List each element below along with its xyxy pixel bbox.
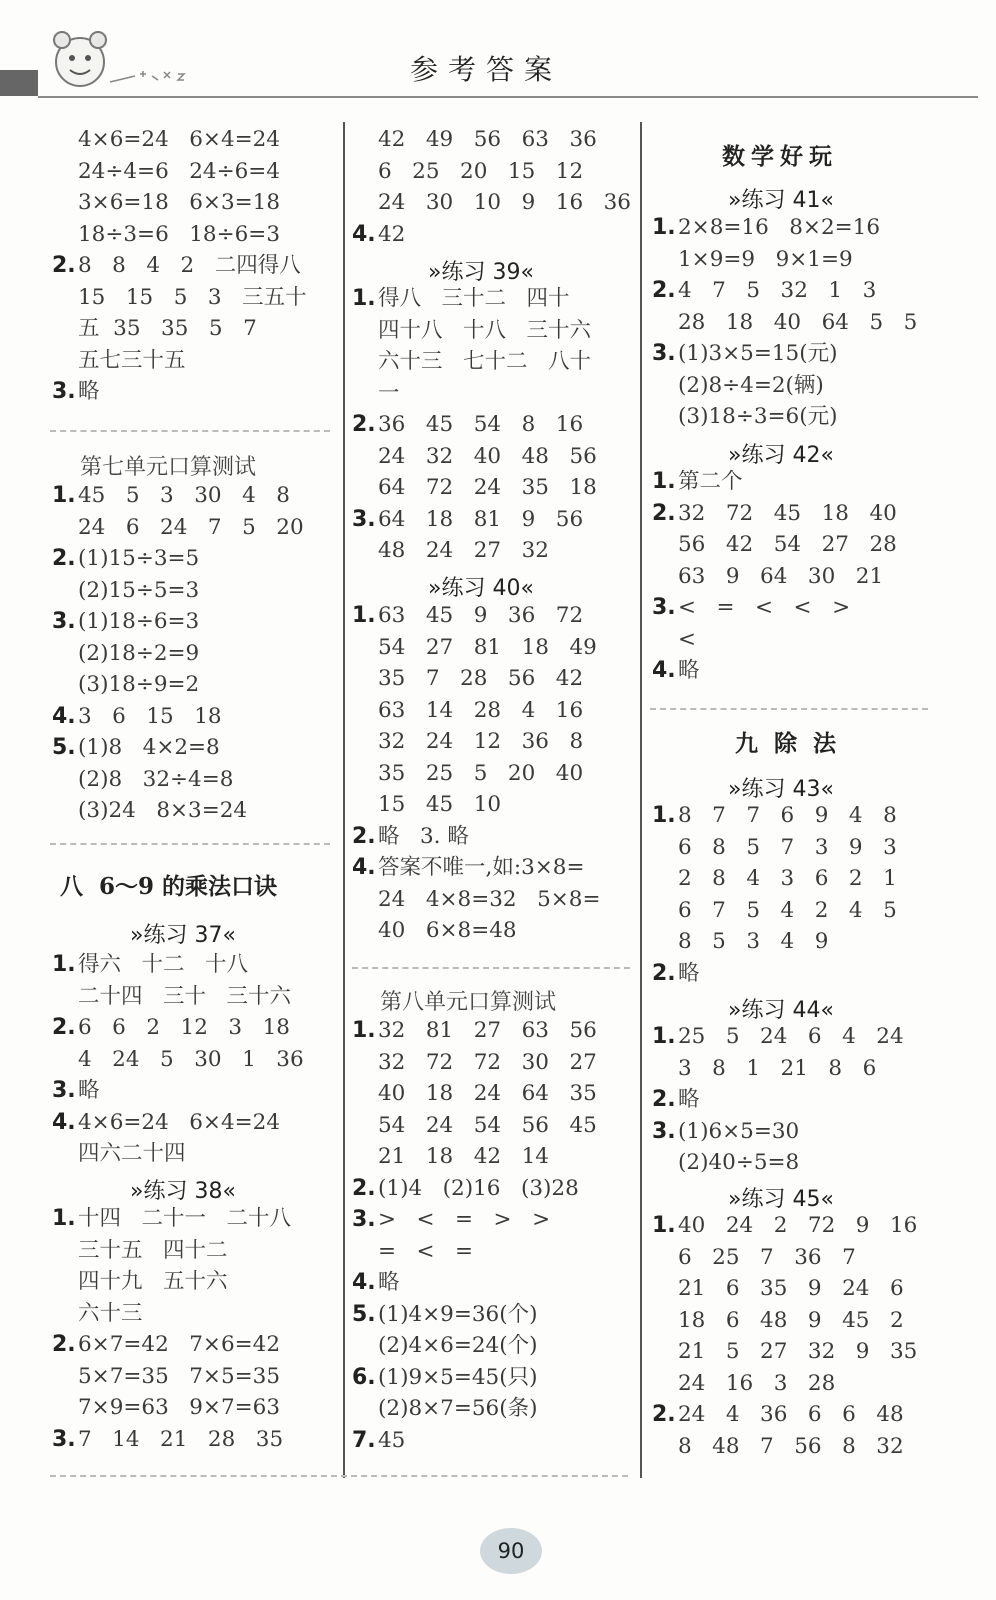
left-top-line xyxy=(52,250,301,282)
unit7-test-line xyxy=(52,795,247,827)
answer-text: 54 24 54 56 45 xyxy=(378,1112,597,1138)
exercise-39-line xyxy=(352,378,400,410)
question-number: 1. xyxy=(52,483,76,508)
exercise-41-line xyxy=(652,338,837,370)
exercise-41-line xyxy=(652,212,880,244)
exercise-40-line xyxy=(352,852,584,884)
answer-text: (1)18÷6=3 xyxy=(78,609,200,634)
answer-text: 40 24 2 72 9 16 xyxy=(678,1213,918,1238)
question-number: 4. xyxy=(52,703,76,729)
exercise-38-line xyxy=(52,1392,280,1424)
page-title: 参考答案 xyxy=(410,53,563,86)
answer-text: 4 24 5 30 1 36 xyxy=(78,1046,304,1072)
exercise-38-line xyxy=(52,1361,280,1393)
question-number: 4. xyxy=(652,658,676,683)
exercise-42-line xyxy=(652,655,700,687)
exercise-42-line xyxy=(652,561,883,593)
exercise-38-line xyxy=(52,1235,228,1267)
exercise-38-line xyxy=(52,1298,143,1330)
exercise-43-line xyxy=(652,958,700,990)
mid-top-line xyxy=(352,187,631,219)
answer-text: 四十九 五十六 xyxy=(78,1269,228,1294)
answer-text: 略 3. 略 xyxy=(378,823,469,849)
answer-text: 32 72 45 18 40 xyxy=(678,500,897,526)
exercise-38-line xyxy=(52,1203,291,1235)
exercise-38-heading: »练习 38« xyxy=(130,1179,236,1204)
answer-text: 略 xyxy=(678,960,700,986)
answer-text: 54 27 81 18 49 xyxy=(378,634,597,660)
answer-text: (1)9×5=45(只) xyxy=(378,1364,538,1390)
left-top-line xyxy=(52,219,280,251)
answer-text: < xyxy=(678,626,697,652)
answer-text: (2)18÷2=9 xyxy=(78,640,200,666)
question-number: 1. xyxy=(652,215,676,240)
answer-text: 35 25 5 20 40 xyxy=(378,760,584,786)
answer-text: 6 7 5 4 2 4 5 xyxy=(678,897,897,923)
answer-text: 得八 三十二 四十 xyxy=(378,286,570,311)
answer-text: 15 45 10 xyxy=(378,792,502,817)
exercise-39-line xyxy=(352,504,583,536)
exercise-45-line xyxy=(652,1336,917,1368)
exercise-39-line xyxy=(352,315,591,347)
question-number: 4. xyxy=(352,1270,376,1295)
exercise-39-line xyxy=(352,472,597,504)
answer-text: 4×6=24 6×4=24 xyxy=(78,127,280,152)
divider-right-1 xyxy=(650,708,928,710)
exercise-44-line xyxy=(652,1021,904,1053)
answer-text: 32 81 27 63 56 xyxy=(378,1018,597,1043)
unit8-test-line xyxy=(352,1078,597,1110)
exercise-45-line xyxy=(652,1210,917,1242)
answer-text: 42 49 56 63 36 xyxy=(378,127,597,152)
answer-text: 8 5 3 4 9 xyxy=(678,929,829,954)
unit8-test-line xyxy=(352,1141,549,1173)
exercise-39-line xyxy=(352,535,549,567)
answer-text: 24 32 40 48 56 xyxy=(378,443,597,469)
question-number: 2. xyxy=(652,278,676,303)
exercise-45-line xyxy=(652,1305,904,1337)
answer-text: 2 8 4 3 6 2 1 xyxy=(678,866,897,891)
answer-text: 32 72 72 30 27 xyxy=(378,1049,597,1075)
exercise-45-line xyxy=(652,1242,856,1274)
answer-text: 8 48 7 56 8 32 xyxy=(678,1433,904,1459)
answer-text: 六十三 七十二 八十 xyxy=(378,349,592,374)
answer-text: 8 7 7 6 9 4 8 xyxy=(678,803,897,828)
question-number: 3. xyxy=(652,1118,676,1144)
unit8-test-line xyxy=(352,1047,597,1079)
page-number: 90 xyxy=(480,1528,542,1574)
exercise-40-heading: »练习 40« xyxy=(428,576,534,601)
answer-text: 7 14 21 28 35 xyxy=(78,1426,284,1452)
header-rule xyxy=(38,96,978,98)
unit7-test-line xyxy=(52,606,199,638)
question-number: 1. xyxy=(652,1024,676,1049)
answer-text: 3×6=18 6×3=18 xyxy=(78,190,280,215)
unit8-test-title: 第八单元口算测试 xyxy=(380,990,557,1015)
exercise-44-line xyxy=(652,1084,700,1116)
divider-left-1 xyxy=(50,430,330,432)
answer-text: 21 6 35 9 24 6 xyxy=(678,1276,904,1301)
question-number: 2. xyxy=(52,1015,76,1040)
exercise-37-line xyxy=(52,1044,304,1076)
answer-text: 8 8 4 2 二四得八 xyxy=(78,253,301,278)
exercise-42-line xyxy=(652,592,850,624)
exercise-38-line xyxy=(52,1266,228,1298)
exercise-41-line xyxy=(652,275,876,307)
exercise-39-line xyxy=(352,346,591,378)
exercise-42-heading: »练习 42« xyxy=(728,443,834,468)
unit7-test-line xyxy=(52,543,199,575)
answer-text: = < = xyxy=(378,1238,474,1264)
question-number: 1. xyxy=(652,1213,676,1238)
question-number: 4. xyxy=(352,221,376,247)
exercise-40-line xyxy=(352,632,597,664)
answer-text: (1)3×5=15(元) xyxy=(678,341,838,366)
exercise-39-line xyxy=(352,283,570,315)
exercise-45-heading: »练习 45« xyxy=(728,1187,834,1212)
answer-text: 5×7=35 7×5=35 xyxy=(78,1363,280,1389)
answer-text: 二十四 三十 三十六 xyxy=(78,983,292,1009)
answer-text: 40 18 24 64 35 xyxy=(378,1081,597,1106)
unit8-test-line xyxy=(352,1015,597,1047)
exercise-40-line xyxy=(352,758,583,790)
question-number: 3. xyxy=(52,609,76,634)
question-number: 6. xyxy=(352,1364,376,1390)
answer-text: 24 4×8=32 5×8= xyxy=(378,886,601,912)
answer-text: 3 6 15 18 xyxy=(78,703,222,729)
unit7-test-line xyxy=(52,638,199,670)
answer-text: (2)4×6=24(个) xyxy=(378,1333,538,1358)
answer-text: 一 xyxy=(378,380,400,406)
exercise-41-line xyxy=(652,307,917,339)
answer-text: (1)15÷3=5 xyxy=(78,546,200,571)
exercise-41-heading: »练习 41« xyxy=(728,188,834,213)
exercise-43-line xyxy=(652,926,828,958)
question-number: 3. xyxy=(52,379,76,404)
question-number: 4. xyxy=(52,1109,76,1135)
answer-text: 7×9=63 9×7=63 xyxy=(78,1395,280,1420)
answer-text: (2)15÷5=3 xyxy=(78,577,200,603)
question-number: 1. xyxy=(652,803,676,828)
left-top-line xyxy=(52,282,307,314)
left-top-line xyxy=(52,345,186,377)
exercise-43-line xyxy=(652,832,897,864)
question-number: 4. xyxy=(352,855,376,880)
unit8-title: 八 6～9 的乘法口诀 xyxy=(60,873,278,900)
answer-text: 21 18 42 14 xyxy=(378,1144,549,1169)
unit7-test-line xyxy=(52,701,222,733)
answer-text: (1)4×9=36(个) xyxy=(378,1301,538,1327)
question-number: 3. xyxy=(352,1207,376,1232)
unit7-test-line xyxy=(52,732,220,764)
mid-top-line xyxy=(352,219,405,251)
exercise-39-heading: »练习 39« xyxy=(428,260,534,285)
answer-text: 45 5 3 30 4 8 xyxy=(78,483,290,508)
exercise-44-line xyxy=(652,1147,799,1179)
answer-text: 6×7=42 7×6=42 xyxy=(78,1332,280,1357)
answer-text: 18 6 48 9 45 2 xyxy=(678,1307,904,1333)
divider-bottom xyxy=(50,1475,628,1477)
exercise-43-line xyxy=(652,895,897,927)
exercise-43-line xyxy=(652,863,897,895)
exercise-38-line xyxy=(52,1329,280,1361)
left-top-line xyxy=(52,187,280,219)
answer-text: 略 xyxy=(78,1078,100,1103)
answer-text: < = < < > xyxy=(678,595,851,620)
exercise-44-line xyxy=(652,1053,876,1085)
left-top-line xyxy=(52,376,100,408)
exercise-42-line xyxy=(652,624,696,656)
exercise-45-line xyxy=(652,1431,904,1463)
exercise-40-line xyxy=(352,915,517,947)
question-number: 2. xyxy=(352,1175,376,1201)
exercise-38-line xyxy=(52,1424,283,1456)
answer-text: 四十八 十八 三十六 xyxy=(378,317,592,343)
answer-text: 五 35 35 5 7 xyxy=(78,316,257,341)
divider-mid-1 xyxy=(352,967,630,969)
exercise-45-line xyxy=(652,1273,904,1305)
question-number: 1. xyxy=(52,1206,76,1231)
answer-text: 略 xyxy=(378,1270,400,1295)
exercise-41-line xyxy=(652,401,837,433)
question-number: 1. xyxy=(352,603,376,628)
mid-top-line xyxy=(352,156,583,188)
question-number: 3. xyxy=(652,341,676,366)
question-number: 2. xyxy=(652,1087,676,1112)
answer-text: 64 18 81 9 56 xyxy=(378,506,584,532)
unit8-test-line xyxy=(352,1267,400,1299)
answer-text: (1)6×5=30 xyxy=(678,1118,800,1144)
exercise-40-line xyxy=(352,663,583,695)
answer-text: 45 xyxy=(378,1427,406,1453)
left-top-line xyxy=(52,124,280,156)
answer-text: 略 xyxy=(678,658,700,683)
answer-text: 40 6×8=48 xyxy=(378,918,517,943)
question-number: 7. xyxy=(352,1427,376,1453)
exercise-40-line xyxy=(352,821,469,853)
answer-text: (3)24 8×3=24 xyxy=(78,798,248,823)
exercise-40-line xyxy=(352,884,601,916)
exercise-39-line xyxy=(352,409,583,441)
answer-text: 24 4 36 6 6 48 xyxy=(678,1402,904,1427)
exercise-40-line xyxy=(352,600,583,632)
answer-text: 6 25 20 15 12 xyxy=(378,158,584,184)
question-number: 3. xyxy=(52,1426,76,1452)
answer-text: 得六 十二 十八 xyxy=(78,952,249,977)
exercise-37-line xyxy=(52,1012,290,1044)
alarm-clock-logo-icon xyxy=(40,26,220,96)
exercise-45-line xyxy=(652,1399,904,1431)
unit8-test-line xyxy=(352,1425,405,1457)
question-number: 2. xyxy=(652,960,676,986)
answer-text: 48 24 27 32 xyxy=(378,538,549,563)
answer-text: 三十五 四十二 xyxy=(78,1237,228,1263)
answer-text: 1×9=9 9×1=9 xyxy=(678,246,853,272)
divider-left-2 xyxy=(50,843,330,845)
answer-text: 28 18 40 64 5 5 xyxy=(678,309,918,335)
answer-text: (2)8÷4=2(辆) xyxy=(678,372,824,398)
answer-text: 四六二十四 xyxy=(78,1141,186,1166)
answer-text: 24 16 3 28 xyxy=(678,1370,836,1396)
question-number: 1. xyxy=(352,1018,376,1043)
unit7-test-title: 第七单元口算测试 xyxy=(80,455,257,480)
exercise-43-line xyxy=(652,800,897,832)
unit7-test-line xyxy=(52,480,290,512)
answer-text: (1)4 (2)16 (3)28 xyxy=(378,1175,579,1201)
answer-text: 24÷4=6 24÷6=4 xyxy=(78,158,280,184)
exercise-44-line xyxy=(652,1116,799,1148)
answer-text: 35 7 28 56 42 xyxy=(378,666,584,691)
answer-text: (2)40÷5=8 xyxy=(678,1150,800,1175)
question-number: 5. xyxy=(52,735,76,760)
unit8-test-line xyxy=(352,1393,537,1425)
exercise-42-line xyxy=(652,498,897,530)
answer-text: 十四 二十一 二十八 xyxy=(78,1206,292,1231)
answer-text: 64 72 24 35 18 xyxy=(378,475,597,500)
question-number: 2. xyxy=(52,546,76,571)
question-number: 5. xyxy=(352,1301,376,1327)
answer-text: (2)8 32÷4=8 xyxy=(78,766,234,792)
answer-text: (3)18÷9=2 xyxy=(78,672,200,697)
answer-text: 25 5 24 6 4 24 xyxy=(678,1024,904,1049)
question-number: 3. xyxy=(52,1078,76,1103)
exercise-37-line xyxy=(52,1138,186,1170)
answer-text: 第二个 xyxy=(678,469,743,494)
answer-text: 15 15 5 3 三五十 xyxy=(78,284,307,310)
left-top-line xyxy=(52,156,280,188)
exercise-41-line xyxy=(652,370,824,402)
answer-text: 42 xyxy=(378,221,406,247)
answer-text: 2×8=16 8×2=16 xyxy=(678,215,880,240)
question-number: 2. xyxy=(652,500,676,526)
unit8-test-line xyxy=(352,1330,537,1362)
question-number: 2. xyxy=(352,823,376,849)
answer-text: 36 45 54 8 16 xyxy=(378,412,584,437)
unit8-test-line xyxy=(352,1173,579,1205)
question-number: 2. xyxy=(52,1332,76,1357)
exercise-42-line xyxy=(652,529,897,561)
answer-text: 56 42 54 27 28 xyxy=(678,532,897,557)
exercise-42-line xyxy=(652,466,743,498)
answer-text: 6 6 2 12 3 18 xyxy=(78,1015,290,1040)
answer-text: 21 5 27 32 9 35 xyxy=(678,1339,918,1364)
answer-text: 63 45 9 36 72 xyxy=(378,603,584,628)
answer-text: 24 6 24 7 5 20 xyxy=(78,514,304,540)
answer-text: 6 25 7 36 7 xyxy=(678,1244,856,1270)
header-bar xyxy=(0,70,38,96)
question-number: 2. xyxy=(652,1402,676,1427)
answer-text: 4 7 5 32 1 3 xyxy=(678,278,877,303)
answer-text: 答案不唯一,如:3×8= xyxy=(378,855,585,880)
question-number: 3. xyxy=(352,506,376,532)
answer-text: 32 24 12 36 8 xyxy=(378,729,584,754)
exercise-45-line xyxy=(652,1368,835,1400)
unit8-test-line xyxy=(352,1299,537,1331)
unit7-test-line xyxy=(52,512,304,544)
answer-text: > < = > > xyxy=(378,1207,551,1232)
answer-text: 24 30 10 9 16 36 xyxy=(378,190,631,215)
exercise-41-line xyxy=(652,244,853,276)
answer-text: 4×6=24 6×4=24 xyxy=(78,1109,280,1135)
unit7-test-line xyxy=(52,669,199,701)
answer-text: 五七三十五 xyxy=(78,347,186,373)
answer-text: (3)18÷3=6(元) xyxy=(678,404,838,429)
exercise-40-line xyxy=(352,789,501,821)
column-divider-right xyxy=(640,122,642,1478)
answer-text: (1)8 4×2=8 xyxy=(78,735,220,760)
question-number: 2. xyxy=(352,412,376,437)
question-number: 1. xyxy=(652,469,676,494)
unit8-test-line xyxy=(352,1204,550,1236)
exercise-44-heading: »练习 44« xyxy=(728,998,834,1023)
question-number: 3. xyxy=(652,595,676,620)
exercise-43-heading: »练习 43« xyxy=(728,777,834,802)
question-number: 1. xyxy=(52,952,76,977)
answer-text: 略 xyxy=(678,1087,700,1112)
exercise-40-line xyxy=(352,726,583,758)
answer-text: 六十三 xyxy=(78,1300,143,1326)
answer-text: 3 8 1 21 8 6 xyxy=(678,1055,877,1081)
answer-text: 6 8 5 7 3 9 3 xyxy=(678,834,897,860)
exercise-40-line xyxy=(352,695,583,727)
exercise-39-line xyxy=(352,441,597,473)
column-divider-left xyxy=(343,122,345,1478)
exercise-37-line xyxy=(52,981,291,1013)
answer-text: 略 xyxy=(78,379,100,404)
answer-text: (2)8×7=56(条) xyxy=(378,1396,538,1421)
page-header xyxy=(0,0,996,100)
answer-text: 63 14 28 4 16 xyxy=(378,697,584,723)
unit8-test-line xyxy=(352,1362,537,1394)
answer-text: 18÷3=6 18÷6=3 xyxy=(78,221,280,247)
left-top-line xyxy=(52,313,257,345)
unit7-test-line xyxy=(52,575,199,607)
unit8-test-line xyxy=(352,1236,473,1268)
unit9-title: 九 除 法 xyxy=(735,730,837,757)
question-number: 2. xyxy=(52,253,76,278)
exercise-37-line xyxy=(52,949,248,981)
exercise-37-line xyxy=(52,1107,280,1139)
exercise-37-heading: »练习 37« xyxy=(130,923,236,948)
answer-text: 63 9 64 30 21 xyxy=(678,563,884,589)
exercise-37-line xyxy=(52,1075,100,1107)
mid-top-line xyxy=(352,124,597,156)
unit8-test-line xyxy=(352,1110,597,1142)
unit7-test-line xyxy=(52,764,233,796)
question-number: 1. xyxy=(352,286,376,311)
unit-math-fun-title: 数学好玩 xyxy=(722,143,838,170)
